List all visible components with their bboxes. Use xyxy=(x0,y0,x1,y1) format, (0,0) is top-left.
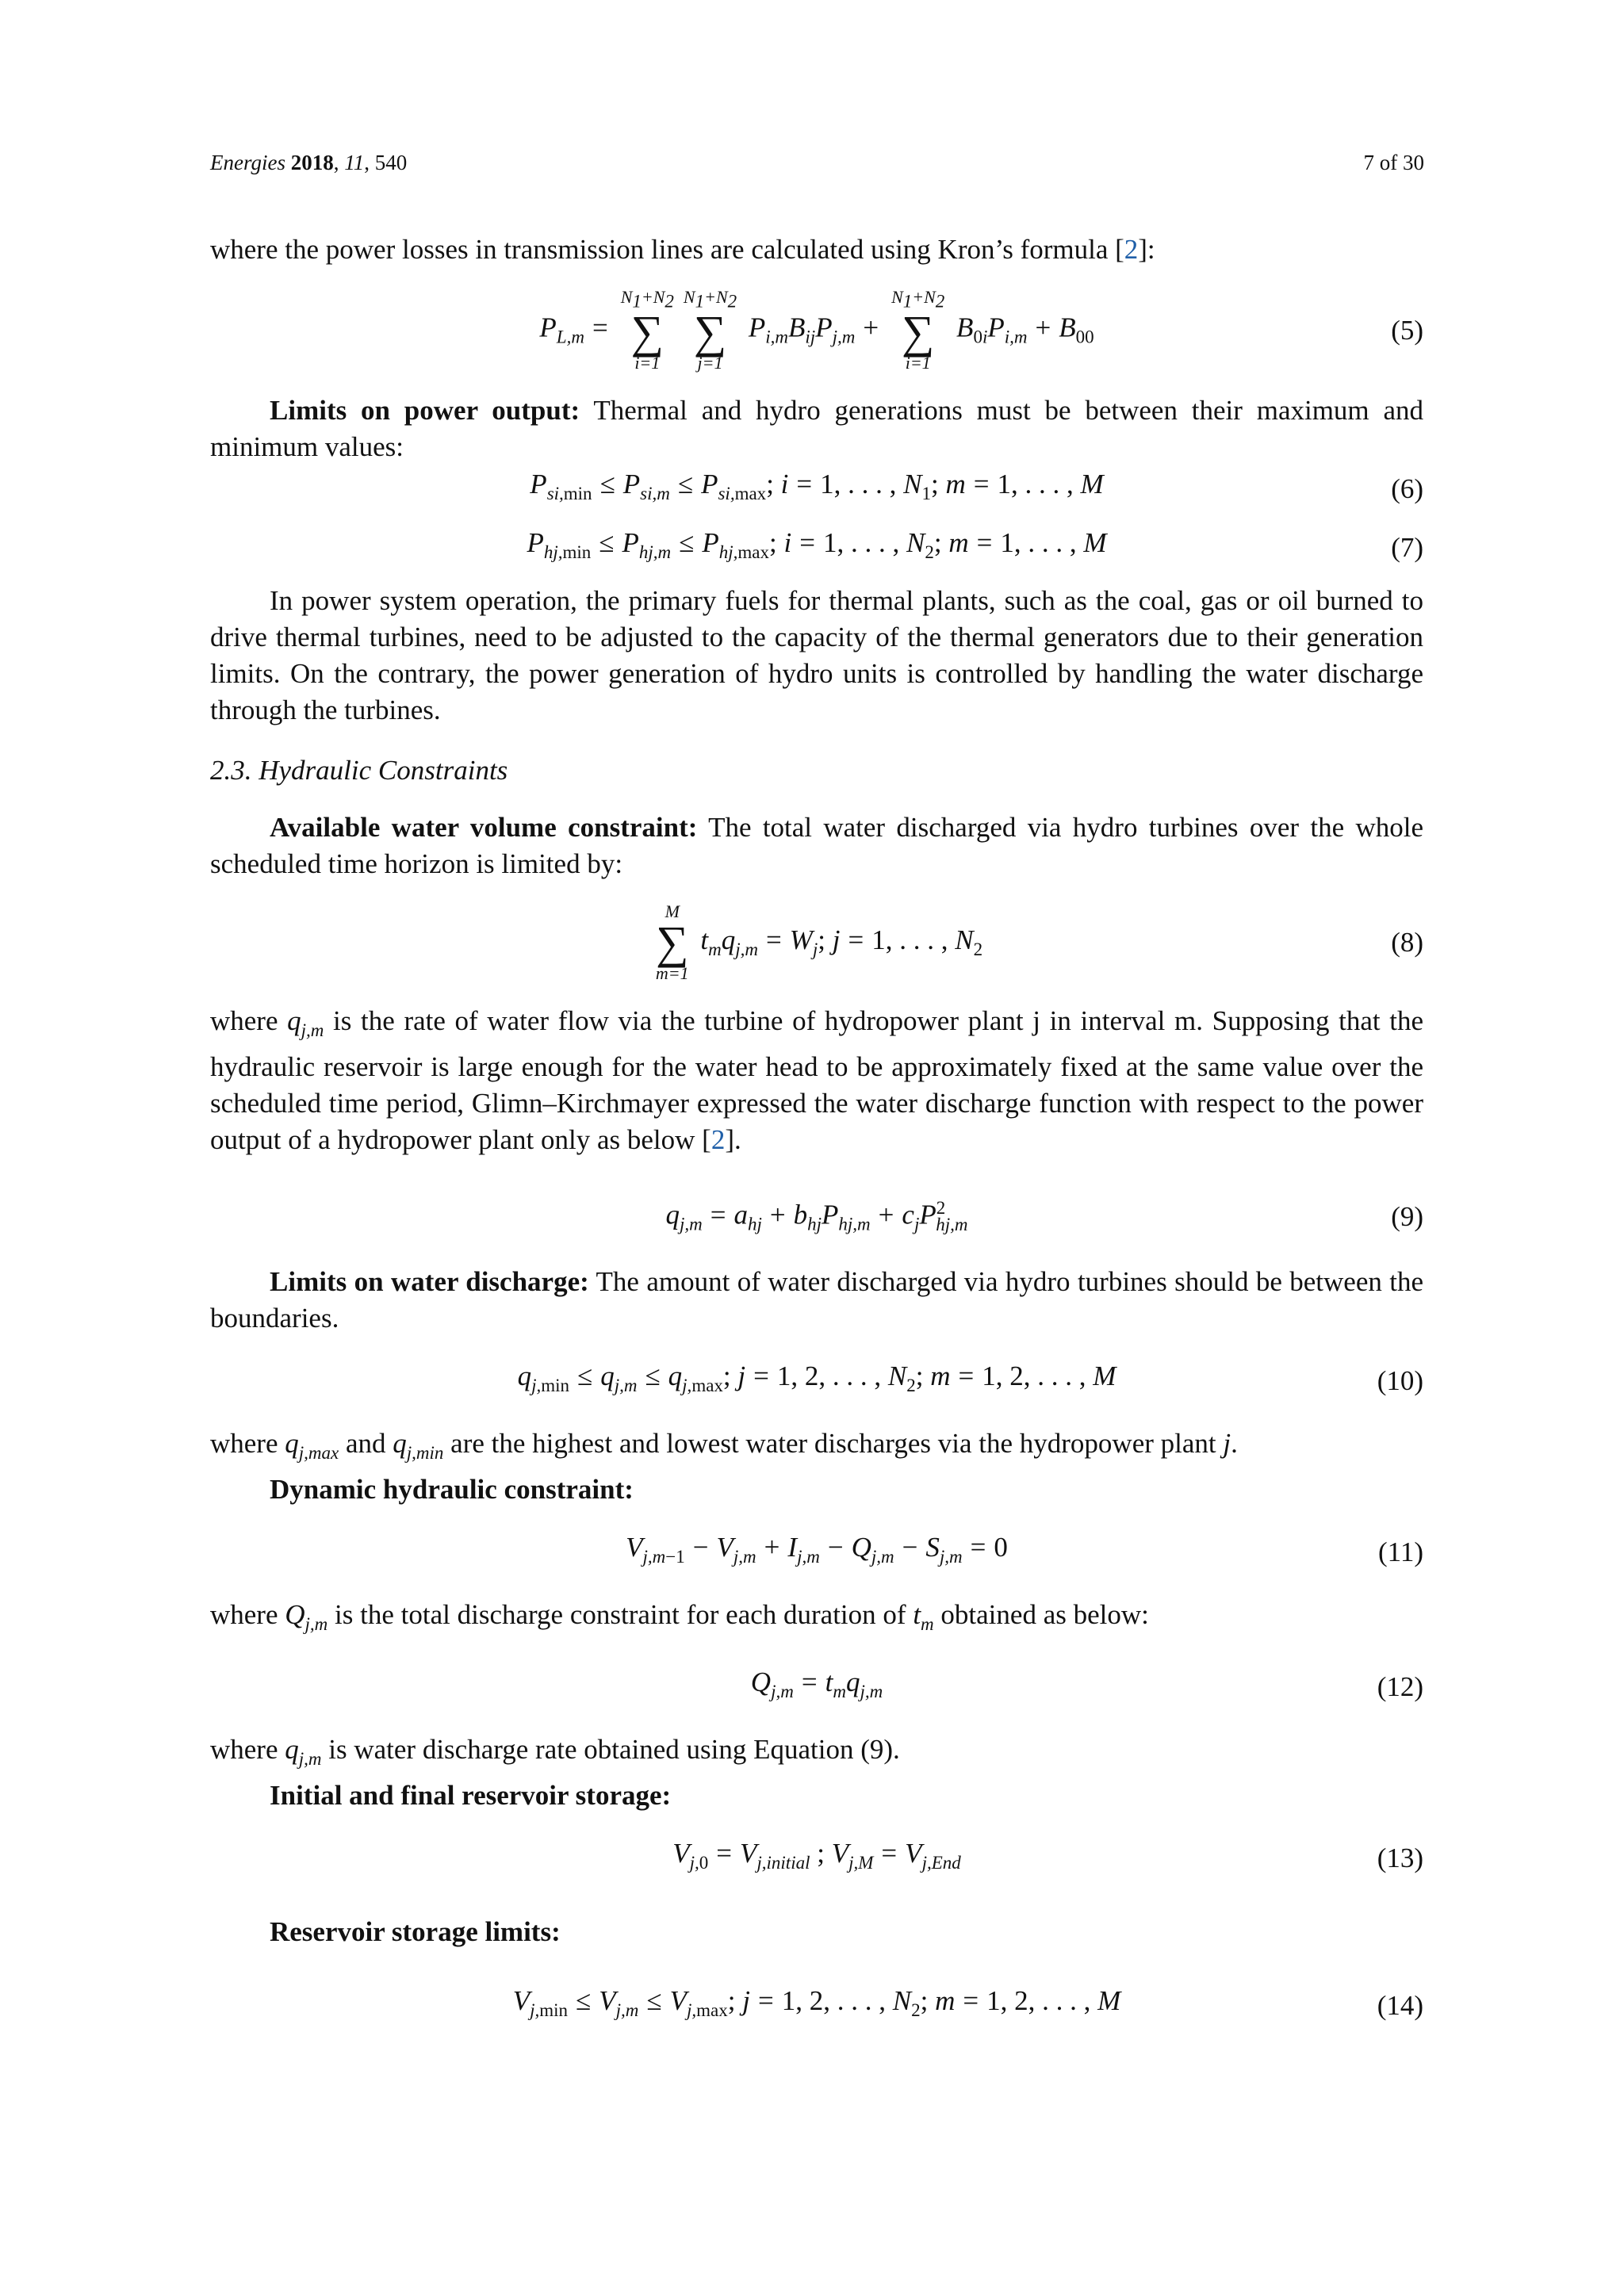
equation-10: $q_{j,min} \le q_{j,m} \le q_{j,max}$; j = 1, 2, . . . , $N_2$; m = 1, 2, . . . , M (10) xyxy=(210,1357,1423,1405)
equation-number: (9) xyxy=(1391,1200,1423,1232)
paragraph-discharge-limits: Limits on water discharge: The amount of water discharged via hydro turbines should be between the boundaries. xyxy=(210,1266,1424,1334)
equation-11: $V_{j,m-1} - V_{j,m} + I_{j,m} - Q_{j,m} - S_{j,m} = 0$ (11) xyxy=(210,1529,1423,1576)
journal-name: Energies xyxy=(210,151,285,174)
equation-number: (6) xyxy=(1391,473,1423,505)
article-number: 540 xyxy=(374,151,408,174)
paragraph-fuels: In power system operation, the primary fuels for thermal plants, such as the coal, gas or oil burned to drive thermal turbines, need to be adjusted to the capacity of the thermal generators due to their generation limits. On the contrary, the power generation of hydro units is controlled by handling the water discharge through the turbines. xyxy=(210,585,1423,726)
page-body xyxy=(210,232,1423,2030)
paragraph-q-total: where $Q_{j,m}$ is the total discharge constraint for each duration of $t_m$ obtained as below: xyxy=(210,1599,1149,1635)
citation: Energies 2018, 11, 540 xyxy=(210,151,408,174)
paragraph-flow: where $q_{j,m}$ is the rate of water flow via the turbine of hydropower plant j in interval m. Supposing that the hydraulic reservoir is large enough for the water head to be approximately fixed at the same value over the scheduled time period, Glimn–Kirchmayer expressed the water discharge function with respect to the power output of a hydropower plant only as below [2]. xyxy=(210,1005,1423,1156)
paragraph-kron: where the power losses in transmission lines are calculated using Kron’s formula [2]: xyxy=(210,234,1155,265)
paragraph-rate: where $q_{j,m}$ is water discharge rate obtained using Equation (9). xyxy=(210,1734,900,1770)
equation-6: $P_{si,min} \le P_{si,m} \le P_{si,max}$; i = 1, . . . , $N_1$; m = 1, . . . , M (6) xyxy=(210,465,1423,513)
section-heading: 2.3. Hydraulic Constraints xyxy=(210,755,508,786)
equation-number: (5) xyxy=(1391,314,1423,346)
equation-number: (13) xyxy=(1377,1843,1423,1874)
equation-12: $Q_{j,m} = t_mq_{j,m}$ (12) xyxy=(210,1663,1423,1711)
equation-number: (12) xyxy=(1377,1671,1423,1703)
storage-limits-heading: Reservoir storage limits: xyxy=(270,1916,561,1948)
equation-number: (7) xyxy=(1391,532,1423,564)
equation-number: (11) xyxy=(1377,1536,1423,1568)
paragraph-limits-power: Limits on power output: Thermal and hydro generations must be between their maximum and minimum values: xyxy=(210,395,1423,463)
equation-7: $P_{hj,min} \le P_{hj,m} \le P_{hj,max}$; i = 1, . . . , $N_2$; m = 1, . . . , M (7) xyxy=(210,524,1423,572)
equation-number: (8) xyxy=(1391,927,1423,959)
reference-link[interactable]: 2 xyxy=(1124,234,1139,265)
reference-link[interactable]: 2 xyxy=(710,1124,726,1156)
equation-5: $P_{L,m}$ = $N_1+N_2$ ∑ i=1 $N_1+N_2$ ∑ j=1 $P_{i,m}B_{ij}P_{j,m}$ + $N_1+N_2$ ∑ i=1 $B_{0i}P_{i,m} + B_{00}$ (5) xyxy=(539,287,1423,373)
equation-13: $V_{j,0} = V_{j,initial}$ ; $V_{j,M} = V_{j,End}$ (13) xyxy=(210,1835,1423,1882)
equation-14: $V_{j,min} \le V_{j,m} \le V_{j,max}$; j = 1, 2, . . . , $N_2$; m = 1, 2, . . . , M (14) xyxy=(210,1982,1423,2030)
journal-volume: 11 xyxy=(344,151,365,174)
journal-year: 2018 xyxy=(290,151,334,174)
equation-8: M ∑ m=1 $t_mq_{j,m} = W_j$; j = 1, . . . , $N_2$ (8) xyxy=(655,901,1423,984)
storage-heading: Initial and final reservoir storage: xyxy=(270,1780,672,1812)
dynamic-constraint-heading: Dynamic hydraulic constraint: xyxy=(270,1474,634,1506)
equation-number: (14) xyxy=(1377,1990,1423,2022)
page-number: 7 of 30 xyxy=(1363,151,1424,174)
paragraph-water-volume: Available water volume constraint: The total water discharged via hydro turbines over the whole scheduled time horizon is limited by: xyxy=(210,812,1423,880)
page-header xyxy=(210,151,1424,175)
equation-number: (10) xyxy=(1377,1365,1423,1397)
paragraph-qmax: where $q_{j,max}$ and $q_{j,min}$ are the highest and lowest water discharges via the hydropower plant j. xyxy=(210,1428,1238,1464)
equation-9: $q_{j,m} = a_{hj} + b_{hj}P_{hj,m} + c_jP^2_{hj,m}$ (9) xyxy=(665,1198,1423,1235)
